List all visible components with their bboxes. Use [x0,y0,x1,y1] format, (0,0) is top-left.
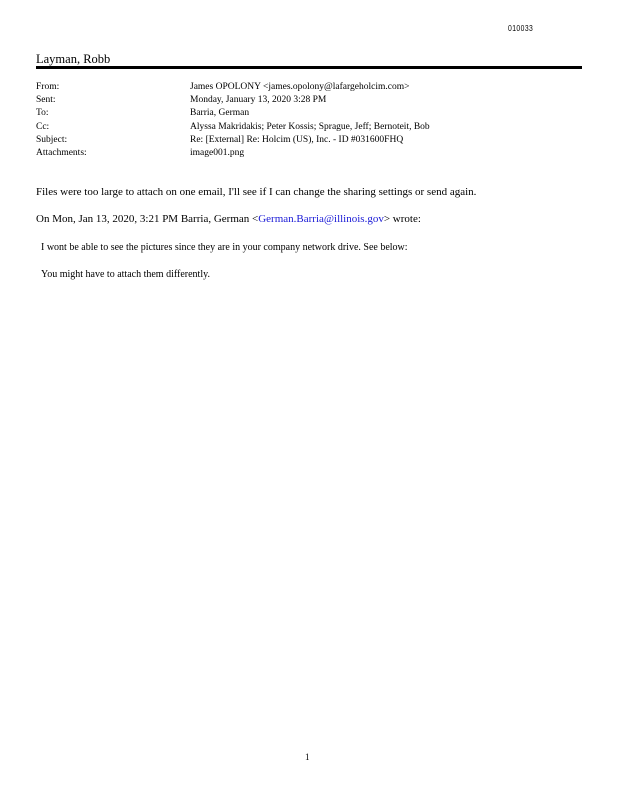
bates-number: 010033 [508,24,534,33]
quoted-line-1: I wont be able to see the pictures since they are in your company network drive. See below: [41,242,408,253]
sent-label: Sent: [36,95,56,105]
subject-value: Re: [External] Re: Holcim (US), Inc. - ID #031600FHQ [190,135,404,145]
attachment-filename: image001.png [190,148,245,158]
cc-label: Cc: [36,122,50,132]
to-value: Barria, German [190,108,250,118]
mailbox-owner-name: Layman, Robb [36,52,111,66]
header-divider [36,66,582,69]
from-value: James OPOLONY <james.opolony@lafargeholcim.com> [190,82,410,92]
reply-intro-prefix: On Mon, Jan 13, 2020, 3:21 PM Barria, German < [36,213,259,225]
subject-label: Subject: [36,135,68,145]
to-label: To: [36,108,49,118]
reply-intro [36,212,421,226]
from-label: From: [36,82,60,92]
sender-email-link[interactable]: German.Barria@illinois.gov [258,213,384,225]
sent-value: Monday, January 13, 2020 3:28 PM [190,95,327,105]
footer-page-number: 1 [305,752,310,762]
reply-intro-suffix: > wrote: [383,213,421,225]
cc-value: Alyssa Makridakis; Peter Kossis; Sprague, Jeff; Bernoteit, Bob [190,122,430,132]
quoted-line-2: You might have to attach them differently. [41,269,210,280]
attachments-label: Attachments: [36,148,87,158]
message-body: Files were too large to attach on one email, I'll see if I can change the sharing settings or send again. [36,186,477,198]
